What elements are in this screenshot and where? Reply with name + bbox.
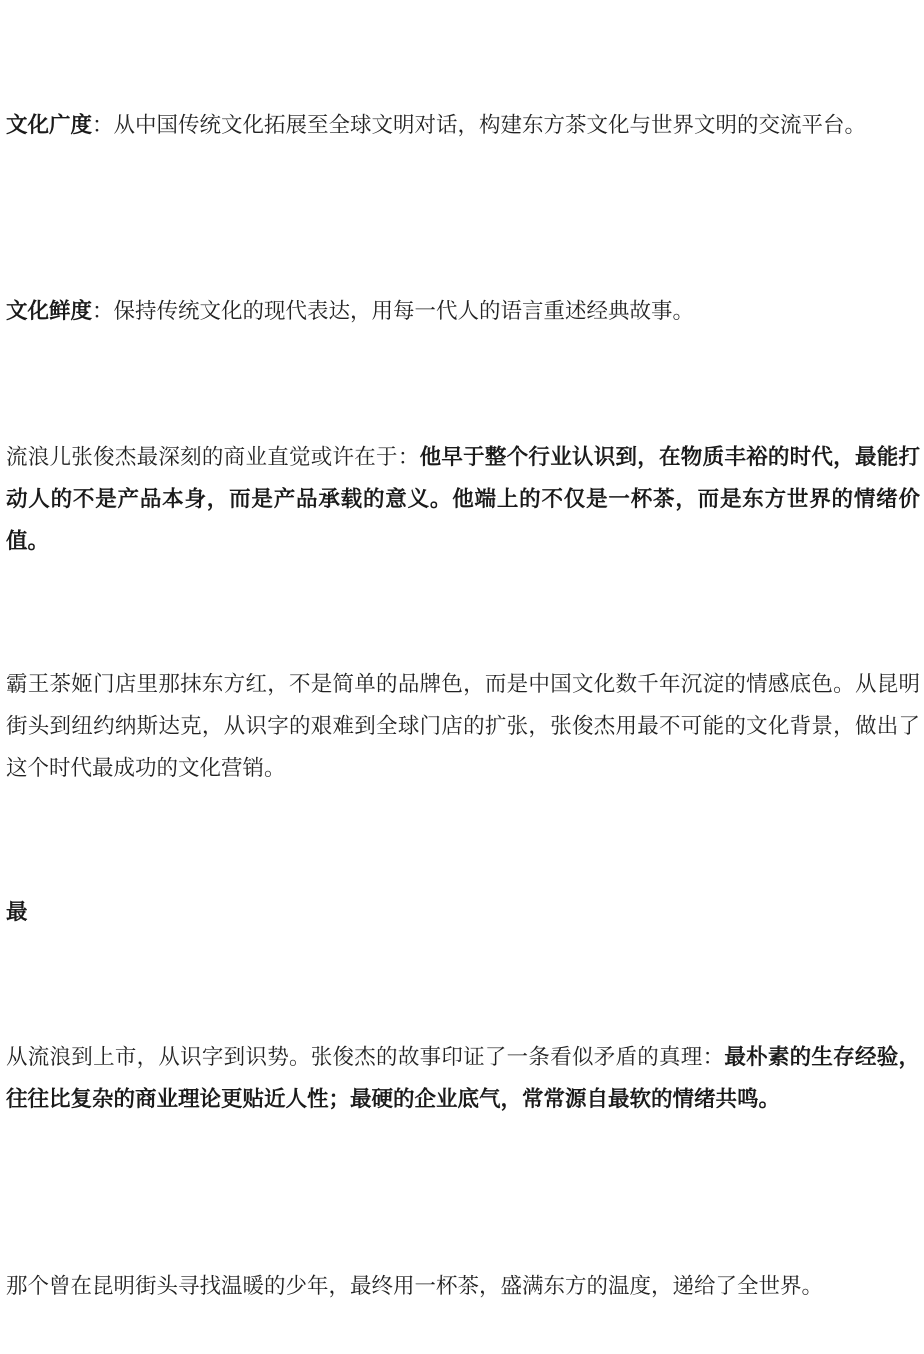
paragraph-emphasis: 最朴素的生存经验，往往比复杂的商业理论更贴近人性；最硬的企业底气，常常源自最软的情绪共鸣。 [6, 1045, 920, 1112]
paragraph-text: 霸王茶姬门店里那抹东方红，不是简单的品牌色，而是中国文化数千年沉淀的情感底色。从昆明街头到纽约纳斯达克，从识字的艰难到全球门店的扩张，张俊杰用最不可能的文化背景，做出了这个时代最成功的文化营销。 [6, 672, 920, 781]
paragraph-text: ：保持传统文化的现代表达，用每一代人的语言重述经典故事。 [92, 299, 695, 324]
paragraph-text: 那个曾在昆明街头寻找温暖的少年，最终用一杯茶，盛满东方的温度，递给了全世界。 [6, 1274, 824, 1299]
paragraph-lead: 文化鲜度 [6, 299, 93, 324]
paragraph-emphasis: 他早于整个行业认识到，在物质丰裕的时代，最能打动人的不是产品本身，而是产品承载的意义。他端上的不仅是一杯茶，而是东方世界的情绪价值。 [6, 445, 920, 554]
paragraph-business-intuition [6, 437, 920, 563]
paragraph-text: 从流浪到上市，从识字到识势。张俊杰的故事印证了一条看似矛盾的真理： [6, 1045, 725, 1070]
paragraph-culture-freshness [6, 291, 920, 333]
paragraph-lead: 文化广度 [6, 113, 93, 138]
section-heading-text: 最 [6, 900, 28, 925]
paragraph-culture-breadth [6, 105, 920, 147]
paragraph-eastern-red [6, 664, 920, 790]
section-heading [6, 892, 920, 934]
paragraph-from-wandering-to-listing [6, 1037, 920, 1121]
paragraph-text: 流浪儿张俊杰最深刻的商业直觉或许在于： [6, 445, 420, 470]
paragraph-text: ：从中国传统文化拓展至全球文明对话，构建东方茶文化与世界文明的交流平台。 [92, 113, 867, 138]
paragraph-closing [6, 1266, 920, 1308]
